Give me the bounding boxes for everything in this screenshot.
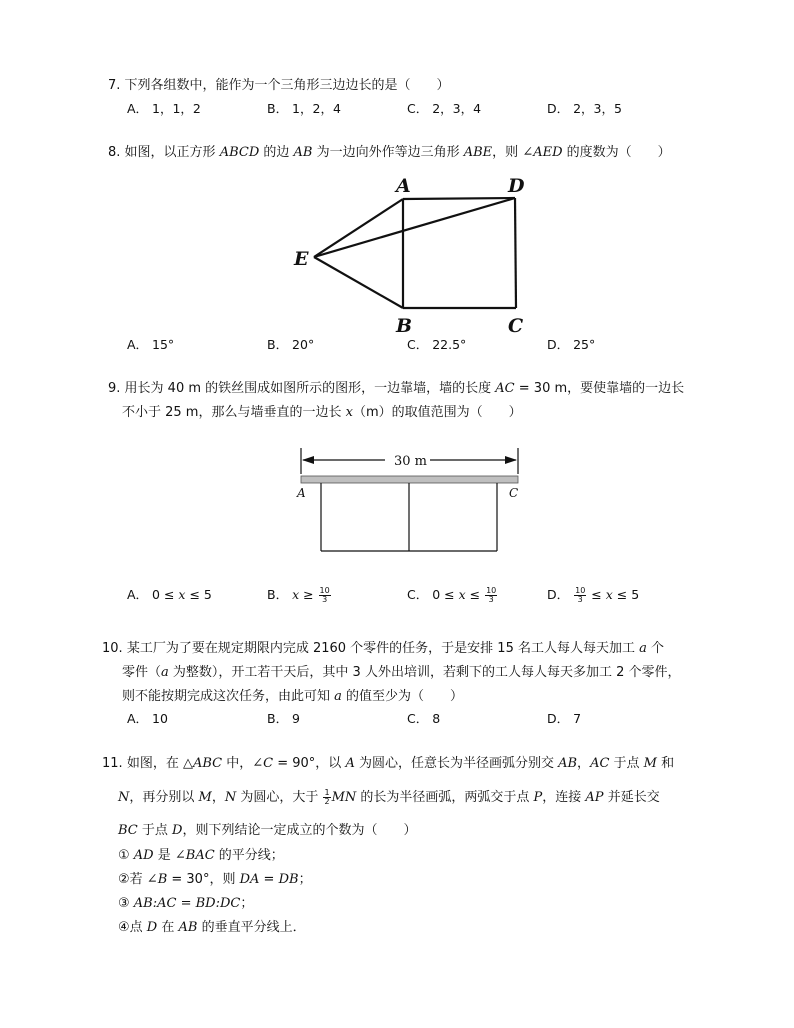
q10-var: a (161, 665, 169, 680)
option-text: ≤ (587, 587, 606, 602)
q11-statement-4 (118, 919, 306, 937)
q11-text: 在 (157, 920, 179, 935)
q11-number: 11. (102, 756, 123, 771)
option-text: ≥ (299, 587, 318, 602)
q11-text: 为圆心，任意长为半径画弧分别交 (354, 756, 559, 771)
q11-text: ②若 (118, 872, 147, 887)
q11-text: ，再分别以 (129, 790, 199, 805)
q11-var: M (198, 790, 212, 805)
q9-stem-line1 (108, 380, 684, 398)
q8-text: ，则 (492, 145, 523, 160)
q11-stem-line1 (102, 755, 674, 773)
label-c: C (509, 486, 519, 500)
q9-option-d (547, 586, 639, 604)
fraction-numerator: 1 (324, 788, 330, 797)
q10-text: 的值至少为（ ） (341, 689, 464, 704)
fraction (323, 789, 330, 806)
q10-var: a (639, 641, 647, 656)
edge-ad (403, 198, 515, 199)
q9-number: 9. (108, 381, 121, 396)
q10-text: 为整数），开工若干天后，其中 3 人外出培训，若剩下的工人每人每天多加工 2 个零件， (168, 665, 681, 680)
q11-var: AC (590, 756, 610, 771)
q11-var: AB (558, 756, 578, 771)
q11-statement-1 (118, 847, 284, 865)
q11-text: 中， (222, 756, 253, 771)
q11-text: ③ (118, 896, 134, 911)
q11-text: 的垂直平分线上． (197, 920, 306, 935)
q8-text: 如图，以正方形 (124, 145, 220, 160)
q11-text: ① (118, 848, 134, 863)
q11-text: 的平分线； (214, 848, 284, 863)
q10-var: a (334, 689, 342, 704)
q11-statement-3 (118, 895, 253, 913)
q8-number: 8. (108, 145, 121, 160)
option-text: B． (267, 587, 293, 602)
q11-text: ④点 (118, 920, 147, 935)
q11-var: D (146, 920, 158, 935)
label-b: B (396, 315, 413, 337)
q7-text: 下列各组数中，能作为一个三角形三边边长的是（ ） (124, 78, 450, 93)
q11-var: D (172, 823, 183, 838)
q11-text: ， (577, 756, 591, 771)
fraction-numerator: 10 (486, 586, 497, 595)
edge-dc (515, 198, 516, 308)
q10-option-a: A． 10 (127, 711, 168, 726)
q9-var: x (345, 405, 353, 420)
q11-text: 和 (656, 756, 675, 771)
q7-option-c: C． 2，3，4 (407, 101, 482, 116)
option-text: ≤ (465, 587, 485, 602)
dim-label: 30 m (394, 454, 428, 469)
q11-var: N (224, 790, 237, 805)
q11-var: AB (178, 920, 198, 935)
fraction-numerator: 10 (319, 586, 330, 595)
q8-stem (108, 144, 671, 162)
fraction-denominator: 3 (488, 595, 494, 604)
q9-text: 用长为 40 m 的铁丝围成如图所示的图形，一边靠墙，墙的长度 (124, 381, 496, 396)
q11-var: P (533, 790, 543, 805)
label-a: A (396, 175, 411, 197)
q7-stem (108, 77, 450, 95)
q11-text: ，连接 (542, 790, 586, 805)
q11-text: = 30°，则 (167, 872, 240, 887)
q9-figure (290, 440, 530, 560)
fraction-numerator: 10 (575, 586, 586, 595)
q7-option-d: D． 2，3，5 (547, 101, 622, 116)
q11-var: AD (133, 848, 154, 863)
q11-text: 并延长交 (603, 790, 660, 805)
dim-arrow-left (302, 456, 314, 464)
q11-text: = 90°，以 (273, 756, 346, 771)
q9-option-c (407, 586, 498, 604)
q8-figure (290, 170, 540, 340)
option-text: A． 0 ≤ (127, 587, 179, 602)
q11-var: ∠B (146, 872, 168, 887)
q11-var: A (345, 756, 355, 771)
q10-text: 零件（ (122, 665, 162, 680)
q11-text: ； (240, 896, 254, 911)
q11-text: 是 (153, 848, 175, 863)
q11-text: 的长为半径画弧，两弧交于点 (356, 790, 534, 805)
q11-var: M (643, 756, 657, 771)
q8-option-d: D． 25° (547, 337, 596, 352)
q11-var: DA (239, 872, 260, 887)
q7-number: 7. (108, 78, 121, 93)
option-text: ≤ 5 (185, 587, 212, 602)
q10-stem-line1 (102, 640, 664, 658)
q11-var: ∠C (252, 756, 274, 771)
fraction (574, 587, 586, 604)
q10-option-b: B． 9 (267, 711, 301, 726)
label-e: E (294, 248, 309, 270)
q7-option-a: A． 1，1，2 (127, 101, 201, 116)
option-text: C． 0 ≤ (407, 587, 459, 602)
q11-text: 如图，在 △ (126, 756, 193, 771)
option-var: x (605, 587, 613, 602)
q11-var: ABC (192, 756, 223, 771)
q9-var: AC (495, 381, 515, 396)
q10-text: 个 (646, 641, 665, 656)
q11-text: ； (298, 872, 312, 887)
q11-text: 为圆心，大于 (236, 790, 323, 805)
q8-text: 的度数为（ ） (562, 145, 671, 160)
q10-text: 则不能按期完成这次任务，由此可知 (122, 689, 335, 704)
q8-option-c: C． 22.5° (407, 337, 467, 352)
q11-var: DB (278, 872, 299, 887)
q9-stem-line2 (122, 404, 522, 422)
q10-option-c: C． 8 (407, 711, 441, 726)
q9-option-b (267, 586, 332, 604)
option-text: D． (547, 587, 574, 602)
q11-var: ∠BAC (174, 848, 215, 863)
q11-statement-2 (118, 871, 312, 889)
q8-var: ABCD (219, 145, 260, 160)
q11-var: N (118, 790, 130, 805)
label-a: A (297, 486, 306, 500)
q11-text: ，则下列结论一定成立的个数为（ ） (182, 823, 417, 838)
q11-var: BC (118, 823, 138, 838)
wall (301, 476, 518, 483)
q8-text: 的边 (259, 145, 294, 160)
edge-eb (314, 257, 403, 308)
q11-text: = (259, 872, 279, 887)
q11-var: MN (331, 790, 357, 805)
q11-stem-line2 (118, 789, 660, 807)
q8-option-a: A． 15° (127, 337, 175, 352)
q11-stem-line3 (118, 822, 416, 840)
q9-option-a (127, 586, 212, 604)
fraction-denominator: 3 (322, 595, 328, 604)
fraction (319, 587, 331, 604)
q11-var: AB:AC = BD:DC (133, 896, 241, 911)
fraction-denominator: 3 (577, 595, 583, 604)
edge-ea (314, 199, 403, 257)
q9-text: = 30 m，要使靠墙的一边长 (514, 381, 685, 396)
q11-text: ， (211, 790, 225, 805)
q10-stem-line2 (122, 664, 681, 682)
q8-var: ∠AED (522, 145, 563, 160)
fraction-denominator: 2 (324, 797, 330, 806)
q10-option-d: D． 7 (547, 711, 582, 726)
edge-ed (314, 198, 515, 257)
label-d: D (508, 175, 525, 197)
q9-text: （m）的取值范围为（ ） (352, 405, 522, 420)
q10-number: 10. (102, 641, 123, 656)
q9-text: 不小于 25 m，那么与墙垂直的一边长 (122, 405, 346, 420)
q10-text: 某工厂为了要在规定期限内完成 2160 个零件的任务，于是安排 15 名工人每人每天加工 (126, 641, 640, 656)
dim-arrow-right (505, 456, 517, 464)
q8-var: AB (293, 145, 313, 160)
q8-var: ABE (463, 145, 493, 160)
option-var: x (458, 587, 466, 602)
option-var: x (178, 587, 186, 602)
q10-stem-line3 (122, 688, 463, 706)
q11-text: 于点 (137, 823, 173, 838)
option-text: ≤ 5 (612, 587, 640, 602)
q8-option-b: B． 20° (267, 337, 315, 352)
q7-option-b: B． 1，2，4 (267, 101, 341, 116)
option-var: x (292, 587, 300, 602)
q8-text: 为一边向外作等边三角形 (312, 145, 464, 160)
fraction (485, 587, 497, 604)
q11-text: 于点 (609, 756, 644, 771)
label-c: C (508, 315, 524, 337)
q11-var: AP (585, 790, 604, 805)
